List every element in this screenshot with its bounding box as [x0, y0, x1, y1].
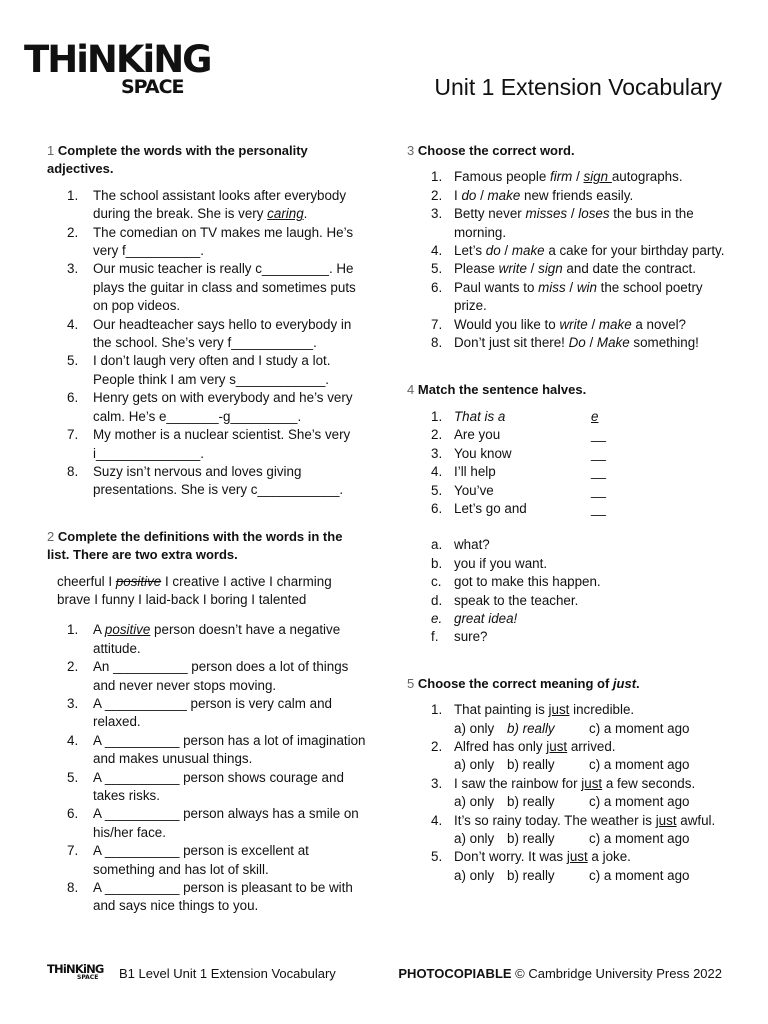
exercise-2-item: 2. An __________ person does a lot of things and never never stops moving.: [67, 659, 349, 693]
exercise-3-item: 7. Would you like to write / make a novel?: [431, 316, 687, 332]
exercise-5-item: 3. I saw the rainbow for just a few seconds. a) only b) really c) a moment ago: [431, 775, 696, 810]
match-blank: __: [591, 464, 606, 480]
exercise-2-item: 4. A __________ person has a lot of imagination and makes unusual things.: [67, 732, 366, 767]
exercise-3-item: 3. Betty never misses / loses the bus in the morning.: [431, 206, 694, 240]
exercise-2-item: 7. A __________ person is excellent at something and has lot of skill.: [67, 843, 309, 877]
exercise-1-item: 4. Our headteacher says hello to everybody in the school. She’s very f___________.: [67, 316, 352, 351]
answer-example: b) really: [507, 720, 555, 736]
exercise-3-item: 8. Don’t just sit there! Do / Make something!: [431, 335, 699, 351]
exercise-4-heading: [407, 381, 737, 399]
exercise-1-heading: [47, 142, 367, 179]
answer-example: caring: [267, 206, 304, 222]
answer-example: sign: [583, 169, 612, 185]
exercise-1-list: [47, 187, 367, 500]
match-blank: __: [591, 427, 606, 443]
exercise-number: 4: [407, 382, 415, 398]
match-blank: __: [591, 500, 606, 516]
sentence-half: 2. Are you __: [407, 426, 737, 444]
page-title: Unit 1 Extension Vocabulary: [434, 74, 722, 100]
exercise-3-item: 2. I do / make new friends easily.: [431, 187, 634, 203]
exercise-3-item: 5. Please write / sign and date the contract.: [431, 261, 696, 277]
sentence-half: 4. I’ll help __: [407, 463, 737, 481]
thinking-space-logo: [24, 38, 234, 98]
exercise-5-item: 2. Alfred has only just arrived. a) only b) really c) a moment ago: [431, 738, 690, 773]
footer-copyright: PHOTOCOPIABLE © Cambridge University Press 2022: [398, 966, 722, 981]
left-column: [47, 142, 367, 916]
right-column: [407, 142, 737, 885]
exercise-instruction: Complete the definitions with the words in the list. There are two extra words.: [47, 528, 343, 563]
exercise-2-item: 1. A positive person doesn’t have a negative attitude.: [67, 622, 341, 656]
answer-example: positive: [104, 622, 151, 638]
sentence-ending: d. speak to the teacher.: [431, 592, 579, 608]
exercise-instruction: Choose the correct word.: [417, 143, 575, 158]
match-blank: __: [591, 482, 606, 498]
exercise-1-item: 2. The comedian on TV makes me laugh. He’s very f__________.: [67, 224, 354, 259]
exercise-3-item: 1. Famous people firm / sign autographs.: [431, 169, 683, 185]
exercise-2-item: 5. A __________ person shows courage and takes risks.: [67, 769, 344, 803]
exercise-instruction: Complete the words with the personality adjectives.: [47, 143, 308, 177]
exercise-3-item: 6. Paul wants to miss / win the school poetry prize.: [431, 279, 703, 314]
exercise-4-endings: [407, 536, 737, 646]
exercise-2-item: 8. A __________ person is pleasant to be with and says nice things to you.: [67, 880, 353, 914]
exercise-5-item: 5. Don’t worry. It was just a joke. a) only b) really c) a moment ago: [431, 849, 690, 883]
word-list-line-1: cheerful I positive I creative I active I charming: [57, 573, 332, 589]
exercise-number: 1: [47, 143, 55, 158]
exercise-5-list: [407, 701, 737, 885]
footer-level-text: B1 Level Unit 1 Extension Vocabulary: [119, 966, 336, 981]
exercise-2-item: 3. A ___________ person is very calm and relaxed.: [67, 695, 332, 730]
exercise-1-item: 3. Our music teacher is really c_________. He plays the guitar in class and sometimes puts on pop videos.: [67, 261, 356, 314]
logo-sub-text: SPACE: [121, 76, 184, 98]
exercise-number: 2: [47, 528, 55, 544]
sentence-half: 5. You’ve __: [407, 482, 737, 500]
sentence-half: 6. Let’s go and __: [407, 500, 737, 518]
crossed-out-word: positive: [115, 573, 162, 589]
exercise-1-item: 8. Suzy isn’t nervous and loves giving presentations. She is very c___________.: [67, 463, 344, 498]
footer-logo: THiNKiNG SPACE: [47, 962, 104, 981]
exercise-5-item: 1. That painting is just incredible. a) only b) really c) a moment ago: [407, 701, 737, 738]
sentence-ending: c. got to make this happen.: [431, 574, 601, 590]
sentence-ending: f. sure?: [431, 629, 488, 645]
exercise-5-item: 4. It’s so rainy today. The weather is just awful. a) only b) really c) a moment ago: [431, 812, 716, 846]
exercise-1-item: 7. My mother is a nuclear scientist. She’s very i______________.: [67, 427, 351, 461]
exercise-instruction: Match the sentence halves.: [417, 382, 587, 398]
word-list: [47, 573, 367, 610]
exercise-3-heading: [407, 142, 737, 160]
sentence-half: 3. You know __: [407, 445, 737, 463]
exercise-3-item: 4. Let’s do / make a cake for your birthday party.: [431, 243, 725, 259]
exercise-1-item: 6. Henry gets on with everybody and he’s very calm. He’s e_______-g_________.: [67, 390, 353, 424]
exercise-2-list: [47, 621, 367, 916]
word-list-line-2: brave I funny I laid-back I boring I talented: [57, 591, 307, 607]
exercise-5-heading: 5 Choose the correct meaning of just.: [407, 675, 640, 691]
page-footer: [47, 964, 722, 984]
sentence-ending: b. you if you want.: [431, 555, 548, 571]
match-blank: __: [591, 445, 606, 461]
exercise-2-heading: [47, 528, 367, 565]
sentence-ending: e. great idea!: [431, 610, 518, 626]
logo-main-text: THiNKiNG: [24, 38, 211, 81]
exercise-4-halves: [407, 408, 737, 518]
exercise-1-item: 1. The school assistant looks after everybody during the break. She is very caring.: [67, 187, 347, 222]
exercise-3-list: [407, 168, 737, 352]
exercise-number: 3: [407, 143, 415, 158]
exercise-number: 5: [407, 675, 415, 691]
sentence-half: 1. That is a e: [407, 408, 737, 426]
match-answer-example: e: [591, 408, 599, 424]
exercise-1-item: 5. I don’t laugh very often and I study a lot. People think I am very s____________.: [67, 353, 331, 387]
sentence-ending: a. what?: [431, 537, 490, 553]
exercise-2-item: 6. A __________ person always has a smile on his/her face.: [67, 806, 359, 840]
